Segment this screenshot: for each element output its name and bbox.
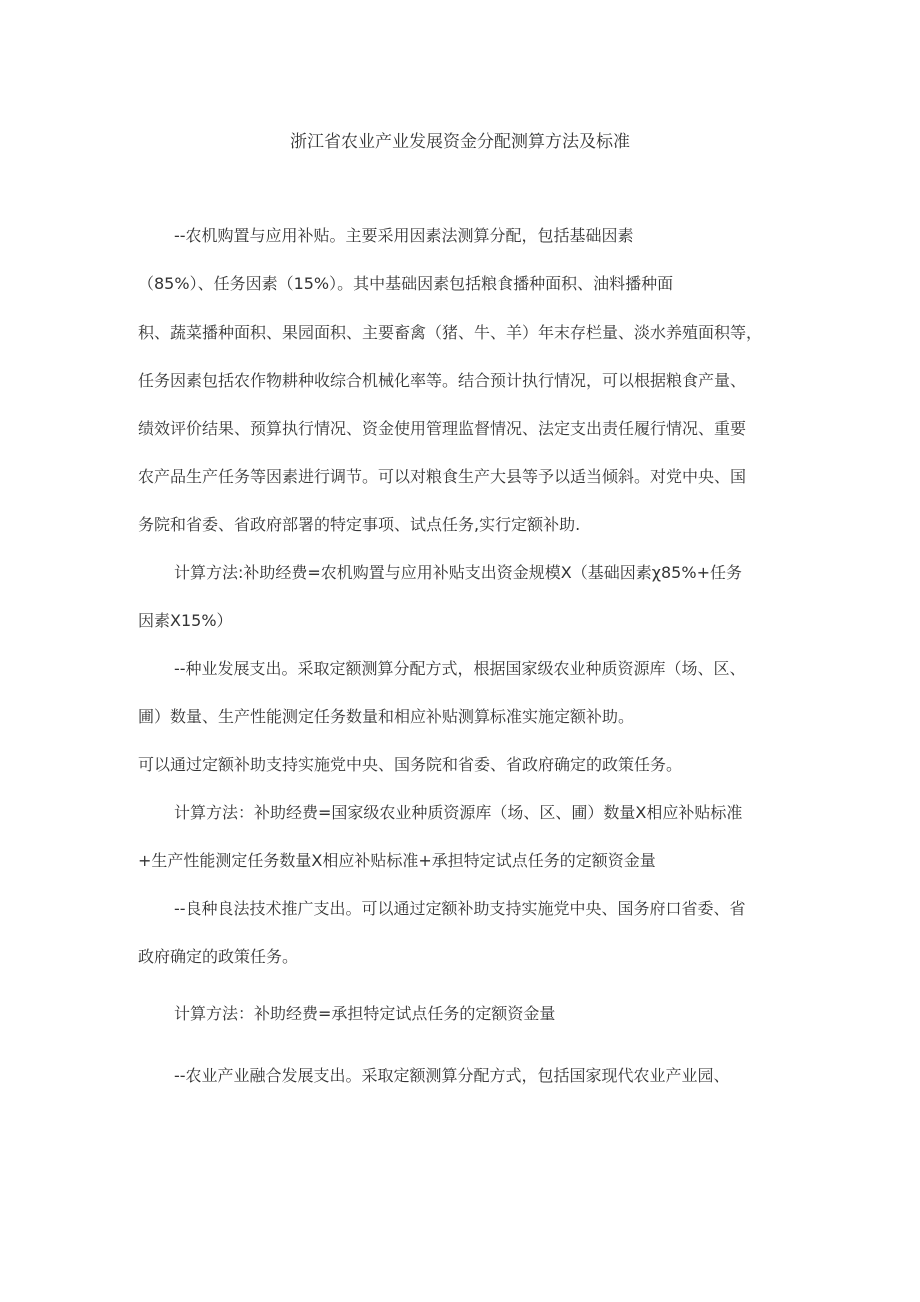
text-line: --农业产业融合发展支出。采取定额测算分配方式，包括国家现代农业产业园、 (174, 1066, 730, 1085)
text-line: 可以通过定额补助支持实施党中央、国务院和省委、省政府确定的政策任务。 (138, 755, 683, 774)
text-line: --种业发展支出。采取定额测算分配方式，根据国家级农业种质资源库（场、区、 (174, 659, 746, 678)
text-line: 计算方法:补助经费=农机购置与应用补贴支出资金规模X（基础因素χ85%+任务 (174, 563, 742, 582)
text-line: 政府确定的政策任务。 (138, 947, 299, 966)
text-line: 计算方法：补助经费=国家级农业种质资源库（场、区、圃）数量X相应补贴标准 (174, 803, 743, 822)
text-line: 圃）数量、生产性能测定任务数量和相应补贴测算标准实施定额补助。 (138, 707, 635, 726)
text-line: 农产品生产任务等因素进行调节。可以对粮食生产大县等予以适当倾斜。对党中央、国 (138, 467, 747, 486)
text-line: 任务因素包括农作物耕种收综合机械化率等。结合预计执行情况，可以根据粮食产量、 (138, 371, 747, 390)
text-line: 务院和省委、省政府部署的特定事项、试点任务,实行定额补助. (138, 515, 581, 534)
text-line: --良种良法技术推广支出。可以通过定额补助支持实施党中央、国务府口省委、省 (174, 899, 746, 918)
text-line: （85%）、任务因素（15%）。其中基础因素包括粮食播种面积、油料播种面 (138, 274, 674, 293)
text-line: --农机购置与应用补贴。主要采用因素法测算分配，包括基础因素 (174, 226, 634, 245)
text-line: 计算方法：补助经费=承担特定试点任务的定额资金量 (174, 1004, 556, 1023)
text-line: 绩效评价结果、预算执行情况、资金使用管理监督情况、法定支出责任履行情况、重要 (138, 419, 747, 438)
text-line: +生产性能测定任务数量X相应补贴标准+承担特定试点任务的定额资金量 (138, 851, 656, 870)
text-line: 因素X15%） (138, 611, 233, 630)
page-title: 浙江省农业产业发展资金分配测算方法及标准 (290, 132, 630, 152)
text-line: 积、蔬菜播种面积、果园面积、主要畜禽（猪、牛、羊）年末存栏量、淡水养殖面积等， (138, 323, 763, 342)
